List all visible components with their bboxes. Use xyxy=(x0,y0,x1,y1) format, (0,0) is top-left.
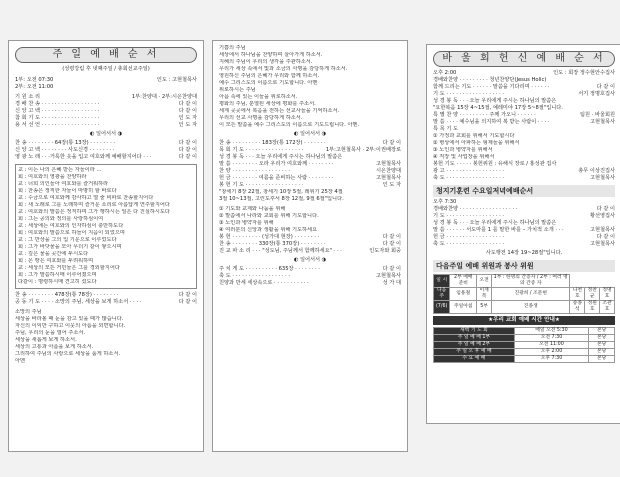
order-item: 영 광 노 래 · · ·거룩한 옷을 입고 여호와께 예배할지어다 · · · xyxy=(15,154,152,160)
table-cell: 일 시 xyxy=(434,275,450,288)
order-item: 기 도 · · · · · · · · · · · · · · · · · · xyxy=(433,213,505,219)
order-leader: 황선영집사 xyxy=(589,213,615,219)
order-row xyxy=(433,77,615,84)
table-cell: 주 일 오 후 예 배 xyxy=(434,349,515,356)
order-leader: 고현철목사 xyxy=(589,175,615,181)
order-leader: 인 도 자 xyxy=(178,122,197,128)
table-cell: 수 요 예 배 xyxy=(434,356,515,363)
text-line: 지혜의 주님이 우리의 생각을 주관하소서. xyxy=(219,59,313,65)
order-item: 성 경 봉 독 · · · 오늘 우리에게 주시는 하나님의 말씀은 xyxy=(433,220,557,226)
order-row xyxy=(433,213,615,220)
text-line: 교 : 수금으로 여호와께 감사하고 열 줄 비파로 찬송할지어다 xyxy=(18,195,154,201)
text-line: 세상을 바라볼 때 눈을 감고 있을 때가 많습니다. xyxy=(15,316,124,322)
order-item: 목 회 기 도 · · · · · · · · · · · · · · · · · · xyxy=(219,147,304,153)
order-item: 봉 헌 · · · · · · · · · (성가대 현장) · · · · · · · · xyxy=(219,234,320,240)
order-leader: 성 가 대 xyxy=(382,280,401,286)
table-row xyxy=(434,328,615,335)
text-line: 회 : 여호와의 영광을 찬양하라 xyxy=(18,174,87,180)
responsive-reading xyxy=(15,164,197,289)
leader: 인도 : 회장 정수현안수집사 xyxy=(553,70,615,76)
table-row xyxy=(434,342,615,349)
order-row xyxy=(15,147,197,154)
table-cell: 송종석 xyxy=(570,301,585,314)
order-leader: 고현철목사 xyxy=(375,273,401,279)
text-line: ① 기도와 교제와 나눔을 위해 xyxy=(219,206,286,212)
order-leader: 다 같 이 xyxy=(382,241,401,247)
order-row xyxy=(219,154,401,161)
text-line: 세상의 고통과 아픔을 보게 하소서. xyxy=(15,344,94,350)
order-leader: 인도자와 회중 xyxy=(369,248,401,254)
table-cell: 오전 11:00 xyxy=(514,342,588,349)
order-row xyxy=(15,122,197,129)
table-row xyxy=(434,335,615,342)
text-line: 세상을 새롭게 보게 하소서. xyxy=(15,337,77,343)
order-leader: 다 같 이 xyxy=(382,234,401,240)
order-leader: 고현철목사 xyxy=(589,241,615,247)
text-line: 우리가 세상 속에서 빛과 소금의 사명을 감당하게 하소서. xyxy=(219,66,348,72)
order-row xyxy=(219,161,401,168)
order-row xyxy=(15,299,197,306)
order-leader: 시온찬양대 xyxy=(375,168,401,174)
table-cell: 본당 xyxy=(589,356,615,363)
order-item: 말 씀 · · · · · · 서도마를 1 를 말한 바를 – 가치적 소개 · · · xyxy=(433,227,564,233)
order-row xyxy=(433,206,615,213)
order-row xyxy=(15,292,197,299)
text-line: ① 가정과 교회를 위해서 기도합시다 xyxy=(433,133,515,139)
text-line: ③ 노인과 병약자를 위해서 xyxy=(433,147,493,153)
order-row xyxy=(219,234,401,241)
table-cell: 주일아침 xyxy=(450,301,477,314)
text-line: 평화의 주님, 분열된 세상에 평화를 주소서. xyxy=(219,101,316,107)
table-cell: 나천호 xyxy=(570,288,585,301)
order-item: 특 별 찬 양 · · · · · · · · · 주께 가오니 · · · · · · xyxy=(433,112,536,118)
order-leader: 고현철목사 xyxy=(375,161,401,167)
text-line: 세상에서 하나님을 찬양하며 살아가게 하소서. xyxy=(219,52,323,58)
order-item: 봉 헌 기 도 · · · · · · · · · · · · · · · · · · xyxy=(219,182,304,188)
table-cell: 정찬균 xyxy=(585,288,600,301)
order-row xyxy=(219,147,401,154)
order-row xyxy=(15,108,197,115)
order-leader: 고현철목사 xyxy=(589,227,615,233)
text-line: 그리하여 주님의 사랑으로 세상을 품게 하소서. xyxy=(15,351,121,357)
order-leader: 팀원 · 바울회원 xyxy=(579,112,615,118)
panel-subtitle: (성령강림 후 넷째주일 / 총회선교주일) xyxy=(62,66,150,72)
table-cell: 조관호 xyxy=(600,301,615,314)
text-line: 아픔 속에 있는 이들을 위로하소서. xyxy=(219,94,298,100)
order-row xyxy=(433,112,615,119)
order-row xyxy=(433,220,615,227)
text-line: 교 : 깊은 물을 곳간에 두시도다 xyxy=(18,251,89,257)
evening-service-title: 청지기훈련 수요일저녁예배순서 xyxy=(433,185,615,197)
table-cell: 오후 2:00 xyxy=(514,349,588,356)
worship-order-continued-panel xyxy=(212,40,408,452)
text-line: 영원하신 주님의 은혜가 우리와 함께 하소서. xyxy=(219,73,320,79)
order-leader: 다 같 이 xyxy=(382,140,401,146)
text-line: 아멘 xyxy=(15,358,26,364)
text-line: 기쁨의 주님 xyxy=(219,45,246,51)
order-item: 기 도 · · · · · · · · · · · · · · · · · · xyxy=(433,91,505,97)
text-line: "창세기 8장 22절, 창세기 10장 5절, 레위기 25장 4절 xyxy=(219,189,343,195)
order-leader: 1부:찬양대 · 2부:시온찬양대 xyxy=(131,94,197,100)
table-cell: 5부 xyxy=(477,301,492,314)
text-line: 세계 곳곳에서 복음을 전하는 선교사들을 기억하소서. xyxy=(219,108,340,114)
order-leader: 다 같 이 xyxy=(178,292,197,298)
order-leader: 다 같 이 xyxy=(178,299,197,305)
order-row xyxy=(433,98,615,105)
order-item: 찬 송 · · · · · · · · 64장(통 13장) · · · · · · · · xyxy=(15,140,116,146)
order-row xyxy=(219,248,401,255)
order-leader: 인 도 자 xyxy=(382,182,401,188)
text-line: 다같이 : 명령하시매 견고히 섰도다 xyxy=(18,279,97,285)
order-row xyxy=(219,241,401,248)
order-row xyxy=(219,182,401,189)
table-cell: 본당 xyxy=(589,328,615,335)
table-cell: 정원호 xyxy=(585,301,600,314)
table-cell: 새벽 기 도 회 xyxy=(434,328,515,335)
stand-up-marker: ◐ 일어서서 ◑ xyxy=(89,131,123,137)
order-row xyxy=(433,126,615,133)
next-week-title: 다음주일 예배 위원과 봉사 위원 xyxy=(433,260,615,272)
table-cell: 주 일 예 배 2부 xyxy=(434,342,515,349)
text-line: ④ 여러분의 신앙과 생활을 위해 기도하세요 xyxy=(219,227,318,233)
prayer-text xyxy=(219,45,401,129)
stand-up-marker: ◐ 일어서서 ◑ xyxy=(293,131,327,137)
text-line: 3절 10~13절, 고린도후서 8장 12절, 9절 6절"입니다. xyxy=(219,196,344,202)
evening-scripture: 사도행전 14장 19~28절"입니다. xyxy=(485,250,563,256)
order-leader: 다 같 이 xyxy=(596,234,615,240)
text-line: 회 : 그가 말씀하시매 이루어졌으며 xyxy=(18,272,97,278)
order-item: 진 교 파 소 리 · · · "성도님, 주님께서 함께하세요" · · · xyxy=(219,248,342,254)
table-cell: 2부 예배 준비 xyxy=(450,275,477,288)
order-item: 주 치 게 도 · · · · · · · · · · 635장 · · · · · · · · xyxy=(219,266,320,272)
text-line: 회 : 새 노래로 그를 노래하며 즐거운 소리로 아름답게 연주할지어다 xyxy=(18,202,170,208)
order-item: 헌 금 · · · · · · · · 여름을 준비하는 사람 · · · · · · · · xyxy=(219,175,334,181)
order-row xyxy=(15,115,197,122)
text-line: 예수 그리스도의 이름으로 기도합니다. 아멘 xyxy=(219,80,318,86)
order-row xyxy=(219,175,401,182)
table-cell: 다음주 xyxy=(434,288,450,301)
text-line: 교 : 이는 나의 은혜 받는 자들이라 ... xyxy=(18,167,102,173)
order-leader: 1부:고현철목사 · 2부:이권배장로 xyxy=(325,147,401,153)
order-leader: 다 같 이 xyxy=(596,206,615,212)
text-line: 자신의 이익만 구하고 이웃의 아픔을 외면합니다. xyxy=(15,323,126,329)
text-line: 회 : 여호와의 말씀으로 하늘이 지음이 되었으며 xyxy=(18,230,125,236)
service-time: 오후 2:00 xyxy=(433,70,457,76)
table-cell: 주 일 예 배 1부 xyxy=(434,335,515,342)
order-item: 성 경 봉 독 · · · 오늘 우리에게 주시는 하나님의 말씀은 xyxy=(433,98,557,104)
time-second: 2부: 오전 11:00 xyxy=(15,84,54,90)
table-cell: 본당 xyxy=(589,342,615,349)
order-item: 경배와찬양 · · · · · · · · · · · · · · · · · · xyxy=(433,206,518,212)
order-row xyxy=(433,84,615,91)
order-item: 신 앙 고 백 · · · · · · · · 사도신경 · · · · · · · · xyxy=(15,147,115,153)
order-item: 친양과 만세 세상속으로 · · · · · · · · · · · xyxy=(219,280,309,286)
table-row xyxy=(434,356,615,363)
order-item: 함께 드리는 기도 · · · · · · 말씀을 기다리며 · · · · · · xyxy=(433,84,550,90)
order-leader: 다 같 이 xyxy=(178,140,197,146)
leader: 인도 : 고현철목사 xyxy=(156,77,197,83)
table-cell: 진종생 xyxy=(492,301,570,314)
text-line: 회 : 찬송은 정직한 자들이 마땅히 할 바로다 xyxy=(18,188,117,194)
order-row xyxy=(15,140,197,147)
time-first: 1부: 오전 07:30 xyxy=(15,77,54,83)
order-item: 찬 송 · · · · · · · · 478장(통 78장) · · · · · · · · xyxy=(15,292,119,298)
order-item: 경 배 찬 송 · · · · · · · · · · · · · · · · · · xyxy=(15,101,100,107)
table-cell: 본당 xyxy=(589,349,615,356)
table-cell: 임용철 xyxy=(450,288,477,301)
service-schedule-banner: ★우리 교회 예배 시간 안내★ xyxy=(433,316,615,325)
order-row xyxy=(433,91,615,98)
order-row xyxy=(219,266,401,273)
order-row xyxy=(15,101,197,108)
table-cell: 이재복 xyxy=(477,288,492,301)
order-leader: 다 같 이 xyxy=(178,108,197,114)
order-item: 축 도 · · · · · · · · · · · · · · · · · · xyxy=(219,273,291,279)
text-line: 교 : 세상의 모든 거민들은 그를 경외할지어다 xyxy=(18,265,120,271)
prayer-topics xyxy=(433,133,615,161)
order-item: 말 씀 · · · · · · · · 오라 우리가 여호와께 · · · · · · · · xyxy=(219,161,334,167)
text-line: 교 : 세상에는 여호와의 인자하심이 충만하도다 xyxy=(18,223,124,229)
text-line: ③ 노인과 병약자를 위해 xyxy=(219,220,274,226)
order-item: 찬 송 · · · · · · · · 330장(통 370장) · · · · · · · · xyxy=(219,241,326,247)
order-leader: 다 같 이 xyxy=(178,154,197,160)
order-leader: 다 같 이 xyxy=(382,266,401,272)
table-row xyxy=(434,301,615,314)
scripture-verse: "요한복음 15장 4~15절, 예레미야 17장 5~8절"입니다. xyxy=(433,105,563,111)
table-cell: (7/6) xyxy=(434,301,450,314)
service-schedule-table xyxy=(433,327,615,363)
table-row xyxy=(434,275,615,288)
order-leader: 다 같 이 xyxy=(178,101,197,107)
prayer-topics xyxy=(219,206,401,234)
order-item: 경배와찬양 · · · · · · · · · 청년찬양단(Jesus Holic) xyxy=(433,77,547,83)
text-line: ② 병상에서 아파하는 형제들을 위해서 xyxy=(433,140,520,146)
table-cell: 1부 : 한명의 간증자 / 2부 : 여러 명의 간증 자 xyxy=(492,275,570,288)
order-item: 봉헌 기도 · · · · · 봉헌위원 : 유해식 장로 / 홍성관 집사 xyxy=(433,161,557,167)
table-cell: 오전 7:30 xyxy=(514,335,588,342)
paul-group-panel xyxy=(426,44,620,424)
order-item: 용 서 선 언 · · · · · · · · · · · · · · · · · · xyxy=(15,122,100,128)
table-cell: 오후 7:30 xyxy=(514,356,588,363)
order-row xyxy=(433,119,615,126)
panel-title: 바 울 회 헌 신 예 배 순 서 xyxy=(433,51,615,67)
panel-title: 주 일 예 배 순 서 xyxy=(15,47,197,63)
order-row xyxy=(433,161,615,168)
order-leader: 고현철목사 xyxy=(375,175,401,181)
order-item: 참 회 기 도 · · · · · · · · · · · · · · · · · · xyxy=(15,115,100,121)
order-row xyxy=(219,280,401,287)
order-item: 성 경 봉 독 · · · 오늘 우리에게 주시는 하나님의 말씀은 xyxy=(219,154,343,160)
order-item: 찬 송 · · · · · · · · · 183장(통 172장) · · · · · · · xyxy=(219,140,326,146)
worship-order-panel xyxy=(8,40,204,452)
order-leader: 다 같 이 xyxy=(178,147,197,153)
text-line: 이 모든 말씀을 예수 그리스도의 이름으로 기도드립니다. 아멘. xyxy=(219,122,360,128)
text-line: 교 : 너희 의인들아 여호와를 즐거워하라 xyxy=(18,181,109,187)
order-item: 찬 양 · · · · · · · · · · · · · · · · · · xyxy=(219,168,291,174)
text-line: 회 : 온 땅은 여호와를 두려워하며 xyxy=(18,258,94,264)
order-item: 광 고 · · · · · · · · · · · · · · · · · · xyxy=(433,168,505,174)
table-row xyxy=(434,349,615,356)
order-leader: 서기 정명호집사 xyxy=(578,91,615,97)
order-item: 기 원 소 리 xyxy=(15,94,40,100)
text-line: 소망의 주님 xyxy=(15,309,42,315)
text-line: 위로하시는 주님 xyxy=(219,87,256,93)
scripture-verse xyxy=(219,189,401,203)
table-cell: 오전 xyxy=(477,275,492,288)
order-row xyxy=(15,154,197,161)
order-row xyxy=(219,140,401,147)
order-leader: 고현철목사 xyxy=(589,119,615,125)
order-item: 특 목 기 도 xyxy=(433,126,458,132)
order-row xyxy=(15,94,197,101)
order-row xyxy=(219,273,401,280)
order-leader: 총무 이상진집사 xyxy=(578,168,615,174)
order-row xyxy=(433,175,615,182)
table-cell: 진광희 / 조문현 xyxy=(492,288,570,301)
order-leader: 다 같 이 xyxy=(596,84,615,90)
table-cell: 매일 오전 5:30 xyxy=(514,328,588,335)
order-row xyxy=(219,168,401,175)
table-row xyxy=(434,288,615,301)
order-item: 축 도 · · · · · · · · · · · · · · · · · · xyxy=(433,241,505,247)
text-line: 주님, 우리의 눈을 열어 주소서. xyxy=(15,330,86,336)
text-line: ② 말씀에서 나라와 교회를 위해 기도합니다. xyxy=(219,213,319,219)
text-line: 회 : 그는 공의와 정의를 사랑하심이여 xyxy=(18,216,104,222)
order-row xyxy=(433,241,615,248)
text-line: 우리의 선교 사명을 감당하게 하소서. xyxy=(219,115,303,121)
stand-up-marker-2: ◐ 일어서서 ◑ xyxy=(293,257,327,263)
order-row xyxy=(433,227,615,234)
order-item: 신 앙 고 백 · · · · · · · · · · · · · · · · · · xyxy=(15,108,100,114)
table-cell: 본당 xyxy=(589,335,615,342)
prayer-text xyxy=(15,309,197,365)
table-cell: 정명호 xyxy=(600,288,615,301)
text-line: ④ 직장 및 사업장을 위해서 xyxy=(433,154,495,160)
order-item: 말 씀 · · · · 예수님을 의지하여 복 받는 사람이 · · · · xyxy=(433,119,550,125)
order-leader: 인 도 자 xyxy=(178,115,197,121)
order-row xyxy=(433,234,615,241)
evening-service-time: 오후 7:30 xyxy=(433,199,457,205)
order-row xyxy=(433,168,615,175)
order-item: 공 동 기 도 · · · · 소망의 주님, 세상을 보게 하소서 · · · · xyxy=(15,299,142,305)
text-line: 회 : 그가 바닷물을 모아 무더기 같이 쌓으시며 xyxy=(18,244,122,250)
text-line: 교 : 여호와의 말씀은 정직하며 그가 행하시는 일은 다 진실하시도다 xyxy=(18,209,170,215)
volunteer-table xyxy=(433,274,615,314)
order-item: 축 도 · · · · · · · · · · · · · · · · · · xyxy=(433,175,505,181)
text-line: 교 : 그 만상을 그의 입 기운으로 이루었도다 xyxy=(18,237,117,243)
order-item: 헌 금 · · · · · · · · · · · · · · · · · · xyxy=(433,234,505,240)
